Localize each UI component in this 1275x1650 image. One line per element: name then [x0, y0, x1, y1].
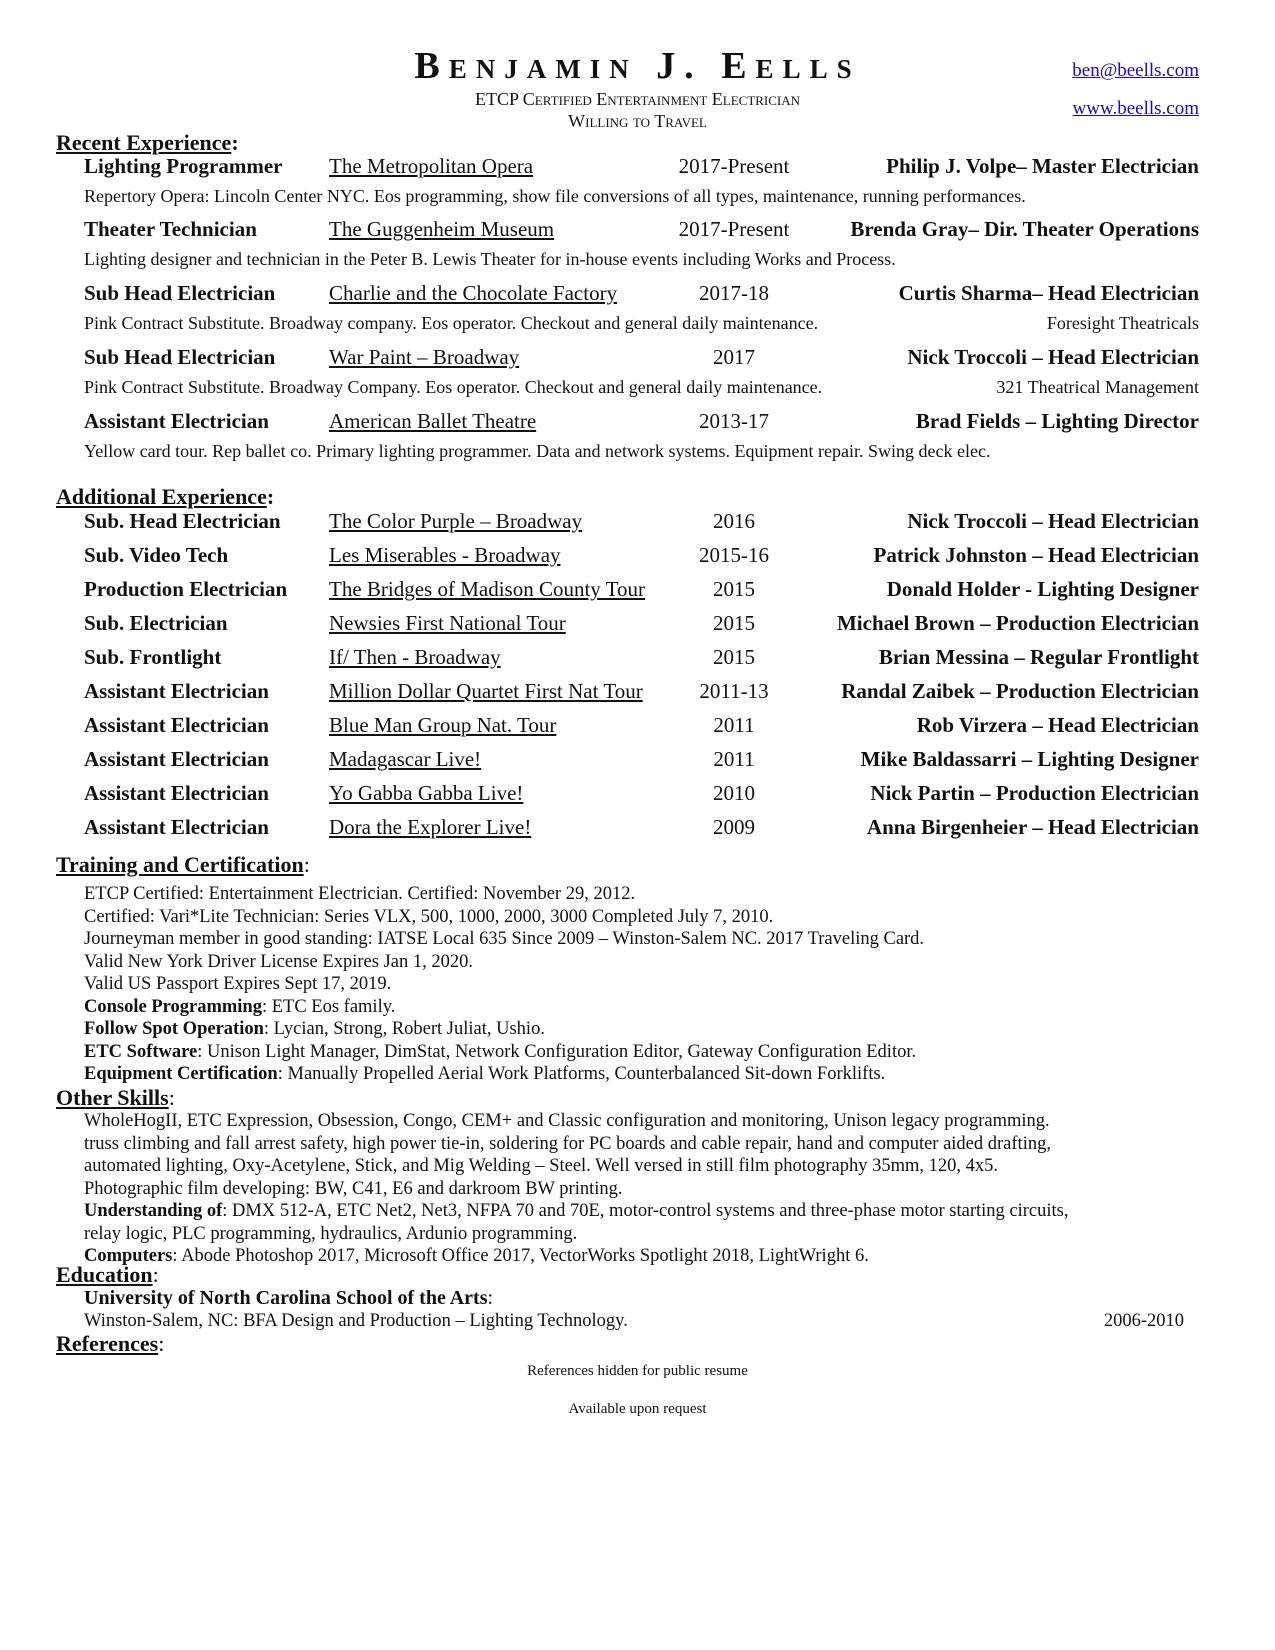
job-years: 2017-Present	[678, 154, 790, 178]
job-role: Assistant Electrician	[84, 409, 269, 433]
job-org: The Guggenheim Museum	[329, 217, 555, 241]
job-org: Blue Man Group Nat. Tour	[329, 713, 557, 737]
job-org: Million Dollar Quartet First Nat Tour	[329, 679, 643, 703]
job-row	[84, 542, 1199, 568]
training-line: Journeyman member in good standing: IATSE Local 635 Since 2009 – Winston-Salem NC. 2017 Traveling Card.	[84, 929, 925, 949]
job-years: 2016	[713, 509, 755, 533]
job-row	[84, 610, 1199, 636]
training-line: Equipment Certification: Manually Propelled Aerial Work Platforms, Counterbalanced Sit-down Forklifts.	[84, 1064, 886, 1084]
email-link[interactable]: ben@beells.com	[1072, 60, 1199, 81]
job-years: 2017-18	[699, 281, 769, 305]
job-reference: Brian Messina – Regular Frontlight	[878, 645, 1199, 669]
job-org: American Ballet Theatre	[329, 409, 537, 433]
job-years: 2010	[713, 781, 755, 805]
job-org: The Metropolitan Opera	[329, 154, 534, 178]
job-reference: Rob Virzera – Head Electrician	[916, 713, 1199, 737]
job-description: Lighting designer and technician in the Peter B. Lewis Theater for in-house events including Works and Process.	[84, 249, 896, 269]
job-role: Assistant Electrician	[84, 679, 269, 703]
job-org: Newsies First National Tour	[329, 611, 566, 635]
job-row	[84, 344, 1199, 370]
job-description: Yellow card tour. Rep ballet co. Primary lighting programmer. Data and network systems. Equipment repair. Swing deck elec.	[84, 441, 991, 461]
job-role: Theater Technician	[84, 217, 257, 241]
skills-line: truss climbing and fall arrest safety, high power tie-in, soldering for PC boards and cable repair, hand and computer aided drafting,	[84, 1133, 1051, 1154]
job-years: 2011-13	[699, 679, 769, 703]
skills-line: Photographic film developing: BW, C41, E6 and darkroom BW printing.	[84, 1178, 623, 1199]
job-reference: Anna Birgenheier – Head Electrician	[866, 815, 1199, 839]
section-heading-additional: Additional Experience:	[56, 484, 275, 509]
job-years: 2015-16	[699, 543, 769, 567]
job-description: Pink Contract Substitute. Broadway company. Eos operator. Checkout and general daily maintenance. Foresight Theatricals	[84, 313, 1199, 333]
job-row	[84, 746, 1199, 772]
job-reference: Donald Holder - Lighting Designer	[886, 577, 1199, 601]
job-role: Assistant Electrician	[84, 815, 269, 839]
training-line: Follow Spot Operation: Lycian, Strong, Robert Juliat, Ushio.	[84, 1019, 545, 1039]
section-heading-education: Education:	[56, 1262, 159, 1287]
references-hidden-note: References hidden for public resume	[527, 1363, 748, 1379]
job-row	[84, 576, 1199, 602]
skills-line: automated lighting, Oxy-Acetylene, Stick, and Mig Welding – Steel. Well versed in still film photography 35mm, 120, 4x5.	[84, 1156, 999, 1176]
job-row	[84, 408, 1199, 434]
job-row	[84, 712, 1199, 738]
job-description: Pink Contract Substitute. Broadway Company. Eos operator. Checkout and general daily maintenance. 321 Theatrical Management	[84, 377, 1199, 397]
resume-subtitle: ETCP Certified Entertainment Electrician	[474, 89, 801, 109]
job-years: 2015	[713, 645, 755, 669]
job-row	[84, 280, 1199, 306]
job-years: 2011	[713, 747, 755, 771]
job-role: Assistant Electrician	[84, 781, 269, 805]
section-heading-skills: Other Skills:	[56, 1085, 175, 1110]
job-years: 2013-17	[699, 409, 769, 433]
training-list	[84, 883, 1214, 1086]
job-reference: Nick Partin – Production Electrician	[870, 781, 1199, 805]
job-row	[84, 216, 1199, 242]
job-row	[84, 780, 1199, 806]
job-role: Sub. Head Electrician	[84, 509, 281, 533]
skills-line: WholeHogII, ETC Expression, Obsession, Congo, CEM+ and Classic configuration and monitoring, Unison legacy programming.	[84, 1111, 1050, 1131]
skills-line: Understanding of: DMX 512-A, ETC Net2, Net3, NFPA 70 and 70E, motor-control systems and three-phase motor starting circuits,	[84, 1201, 1069, 1221]
job-row	[84, 814, 1199, 840]
job-role: Lighting Programmer	[84, 154, 283, 178]
job-reference: Curtis Sharma– Head Electrician	[898, 281, 1199, 305]
job-years: 2011	[713, 713, 755, 737]
job-org: The Bridges of Madison County Tour	[329, 577, 646, 601]
training-line: Valid US Passport Expires Sept 17, 2019.	[84, 974, 392, 994]
job-reference: Brenda Gray– Dir. Theater Operations	[850, 217, 1199, 241]
job-company: Foresight Theatricals	[1046, 313, 1199, 333]
job-org: Yo Gabba Gabba Live!	[329, 781, 524, 805]
job-reference: Randal Zaibek – Production Electrician	[841, 679, 1199, 703]
resume-travel-note: Willing to Travel	[568, 111, 707, 131]
job-reference: Nick Troccoli – Head Electrician	[907, 509, 1199, 533]
job-role: Sub. Electrician	[84, 611, 228, 635]
job-role: Assistant Electrician	[84, 713, 269, 737]
education-school: University of North Carolina School of the Arts:	[84, 1287, 494, 1309]
job-years: 2009	[713, 815, 755, 839]
section-heading-references: References:	[56, 1331, 165, 1356]
skills-line: Computers: Abode Photoshop 2017, Microsoft Office 2017, VectorWorks Spotlight 2018, LightWright 6.	[84, 1246, 869, 1266]
resume-name: Benjamin J. Eells	[414, 45, 861, 87]
education-detail: Winston-Salem, NC: BFA Design and Production – Lighting Technology. 2006-2010	[84, 1311, 1184, 1331]
job-org: If/ Then - Broadway	[329, 645, 501, 669]
job-company: 321 Theatrical Management	[996, 377, 1199, 397]
job-reference: Mike Baldassarri – Lighting Designer	[860, 747, 1199, 771]
job-row	[84, 508, 1199, 534]
training-line: ETC Software: Unison Light Manager, DimStat, Network Configuration Editor, Gateway Configuration Editor.	[84, 1041, 917, 1062]
job-org: Dora the Explorer Live!	[329, 815, 532, 839]
training-line: Valid New York Driver License Expires Jan 1, 2020.	[84, 951, 473, 972]
job-role: Assistant Electrician	[84, 747, 269, 771]
website-link[interactable]: www.beells.com	[1072, 98, 1199, 119]
job-org: Madagascar Live!	[329, 747, 482, 771]
job-reference: Nick Troccoli – Head Electrician	[907, 345, 1199, 369]
training-line: Certified: Vari*Lite Technician: Series VLX, 500, 1000, 2000, 3000 Completed July 7, 2010.	[84, 906, 774, 927]
job-reference: Michael Brown – Production Electrician	[836, 611, 1199, 635]
job-reference: Brad Fields – Lighting Director	[915, 409, 1199, 433]
job-reference: Patrick Johnston – Head Electrician	[873, 543, 1199, 567]
section-heading-training: Training and Certification:	[56, 852, 310, 877]
job-role: Sub Head Electrician	[84, 281, 276, 305]
job-row	[84, 153, 1199, 179]
education-years: 2006-2010	[1103, 1311, 1184, 1331]
job-role: Sub Head Electrician	[84, 345, 276, 369]
job-role: Production Electrician	[84, 577, 288, 601]
training-line: Console Programming: ETC Eos family.	[84, 996, 396, 1017]
job-row	[84, 644, 1199, 670]
job-reference: Philip J. Volpe– Master Electrician	[886, 154, 1199, 178]
job-years: 2017-Present	[678, 217, 790, 241]
job-role: Sub. Video Tech	[84, 543, 229, 567]
job-years: 2017	[713, 345, 755, 369]
section-heading-recent: Recent Experience:	[56, 130, 239, 155]
job-org: Charlie and the Chocolate Factory	[329, 281, 618, 305]
job-years: 2015	[713, 611, 755, 635]
job-role: Sub. Frontlight	[84, 645, 222, 669]
job-description: Repertory Opera: Lincoln Center NYC. Eos programming, show file conversions of all types, maintenance, running performances.	[84, 186, 1026, 206]
job-org: Les Miserables - Broadway	[329, 543, 561, 567]
references-request-note: Available upon request	[568, 1401, 707, 1417]
job-years: 2015	[713, 577, 755, 601]
job-row	[84, 678, 1199, 704]
training-line: ETCP Certified: Entertainment Electrician. Certified: November 29, 2012.	[84, 884, 636, 904]
job-org: The Color Purple – Broadway	[329, 509, 583, 533]
skills-list	[84, 1110, 1214, 1268]
job-org: War Paint – Broadway	[329, 345, 520, 369]
skills-line: relay logic, PLC programming, hydraulics, Ardunio programming.	[84, 1223, 578, 1244]
